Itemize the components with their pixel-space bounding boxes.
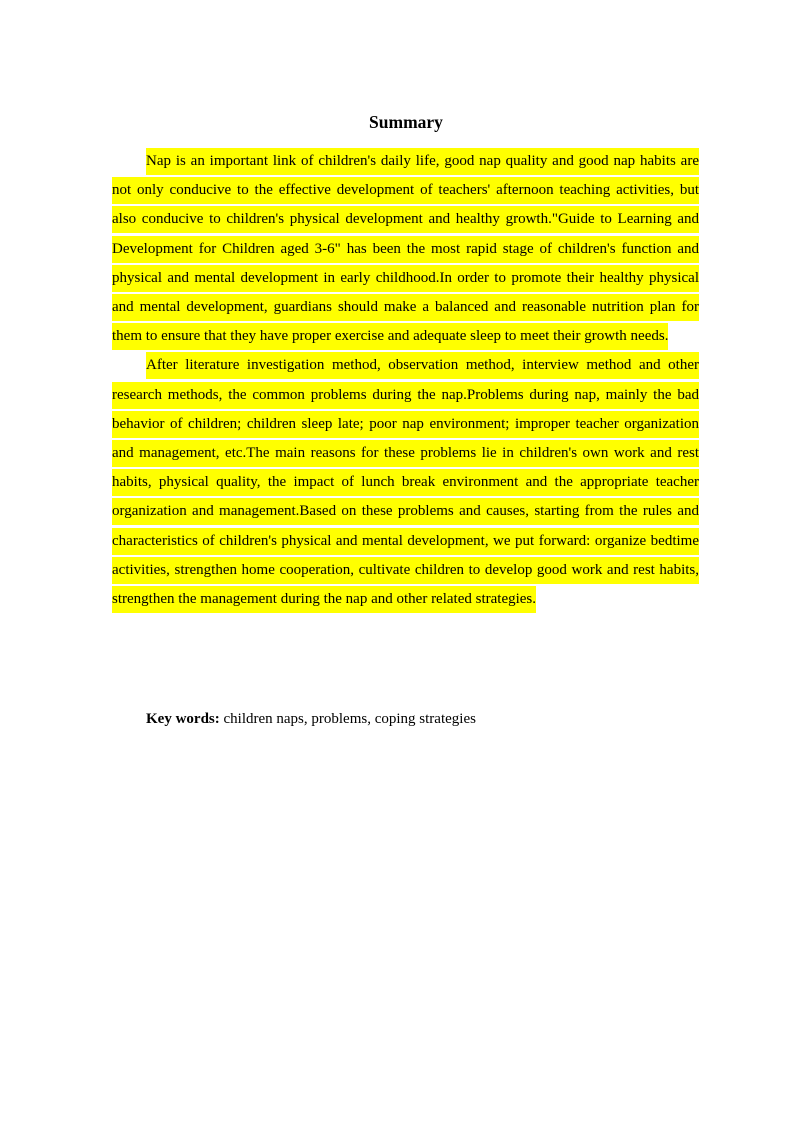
summary-body [112, 147, 699, 614]
keywords-line [146, 708, 476, 730]
summary-title: Summary [369, 112, 443, 132]
highlighted-text: After literature investigation method, observation method, interview method and other research methods, the common problems during the nap.Problems during nap, mainly the bad behavior of children; children sleep late; poor nap environment; improper teacher organization and management, etc.The main reasons for these problems lie in children's own work and rest habits, physical quality, the impact of lunch break environment and the appropriate teacher organization and management.Based on these problems and causes, starting from the rules and characteristics of children's physical and mental development, we put forward: organize bedtime activities, strengthen home cooperation, cultivate children to develop good work and rest habits, strengthen the management during the nap and other related strategies. [112, 352, 699, 613]
highlighted-text: Nap is an important link of children's daily life, good nap quality and good nap habits are not only conducive to the effective development of teachers' afternoon teaching activities, but also conducive to children's physical development and healthy growth."Guide to Learning and Development for Children aged 3-6" has been the most rapid stage of children's function and physical and mental development in early childhood.In order to promote their healthy physical and mental development, guardians should make a balanced and reasonable nutrition plan for them to ensure that they have proper exercise and adequate sleep to meet their growth needs. [112, 148, 699, 350]
summary-paragraph-2 [112, 351, 699, 614]
keywords-label: Key words: [146, 711, 220, 727]
summary-paragraph-1 [112, 147, 699, 351]
keywords-value: children naps, problems, coping strategies [219, 711, 476, 727]
